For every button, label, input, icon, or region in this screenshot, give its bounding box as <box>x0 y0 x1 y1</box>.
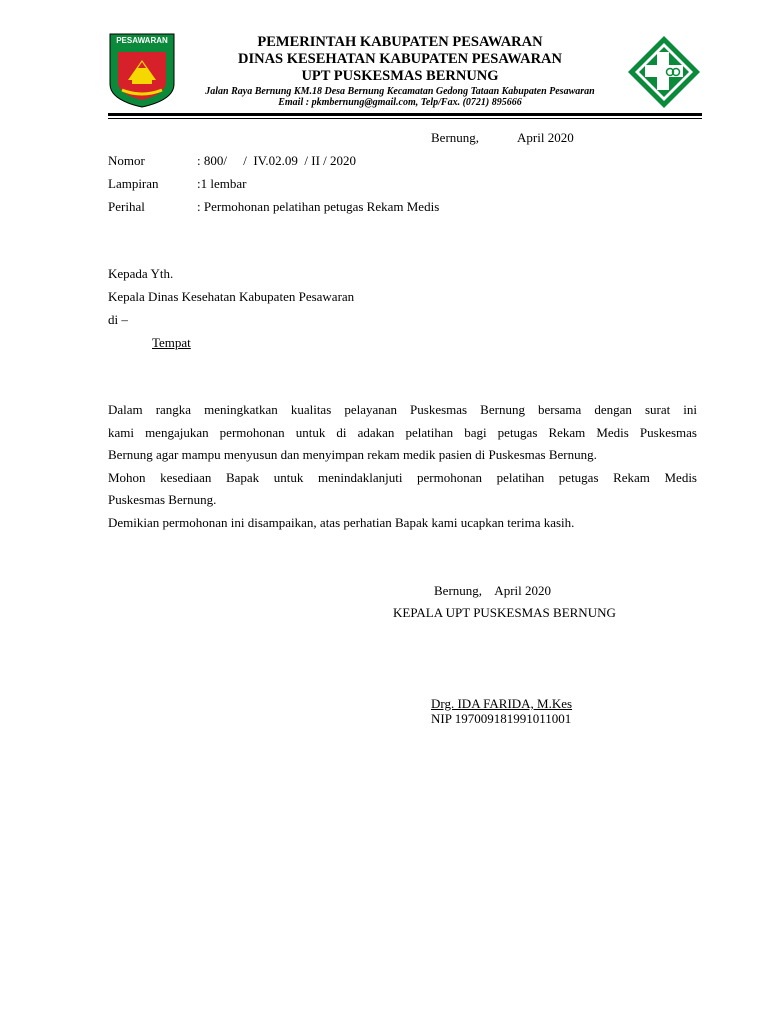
signature-nip: NIP 197009181991011001 <box>431 711 572 726</box>
body-line-4: Mohon kesediaan Bapak untuk menindaklanjuti permohonan pelatihan petugas Rekam Medis <box>108 469 697 485</box>
body-line-6: Demikian permohonan ini disampaikan, atas perhatian Bapak kami ucapkan terima kasih. <box>108 514 575 530</box>
letterhead-line-3: UPT PUSKESMAS BERNUNG <box>301 68 499 84</box>
signature-name: Drg. IDA FARIDA, M.Kes <box>431 696 573 711</box>
nomor-value: : 800/ / IV.02.09 / II / 2020 <box>197 153 357 168</box>
letterhead-rule-thin <box>108 118 702 119</box>
nomor-label: Nomor <box>108 153 145 168</box>
perihal-value: : Permohonan pelatihan petugas Rekam Medis <box>197 199 440 214</box>
recipient-di: di – <box>108 312 128 327</box>
recipient-greeting: Kepada Yth. <box>108 266 174 281</box>
recipient-place: Tempat <box>152 335 191 350</box>
logo-left-text: PESAWARAN <box>116 36 168 45</box>
pesawaran-logo <box>108 32 176 108</box>
signature-position: KEPALA UPT PUSKESMAS BERNUNG <box>393 605 616 620</box>
letterhead-rule-thick <box>108 113 702 116</box>
letterhead-contact: Email : pkmbernung@gmail.com, Telp/Fax. (0721) 895666 <box>278 97 522 108</box>
body-line-2: kami mengajukan permohonan untuk di adakan pelatihan bagi petugas Rekam Medis Puskesmas <box>108 424 697 440</box>
lampiran-label: Lampiran <box>108 176 159 191</box>
letter-body <box>108 399 697 534</box>
date-place: Bernung, <box>431 130 480 145</box>
signature-place-date: Bernung, April 2020 <box>434 583 551 598</box>
recipient-name: Kepala Dinas Kesehatan Kabupaten Pesawaran <box>108 289 355 304</box>
letterhead-address: Jalan Raya Bernung KM.18 Desa Bernung Kecamatan Gedong Tataan Kabupaten Pesawaran <box>205 86 595 97</box>
letterhead-line-2: DINAS KESEHATAN KABUPATEN PESAWARAN <box>237 51 562 67</box>
perihal-label: Perihal <box>108 199 145 214</box>
letterhead-line-1: PEMERINTAH KABUPATEN PESAWARAN <box>257 34 543 50</box>
body-line-3: Bernung agar mampu menyusun dan menyimpan rekam medik pasien di Puskesmas Bernung. <box>108 447 597 462</box>
date-value: April 2020 <box>517 130 574 145</box>
puskesmas-logo <box>626 34 702 110</box>
lampiran-value: :1 lembar <box>197 176 247 191</box>
body-line-1: Dalam rangka meningkatkan kualitas pelayanan Puskesmas Bernung bersama dengan surat ini <box>108 402 697 417</box>
body-line-5: Puskesmas Bernung. <box>108 492 217 507</box>
